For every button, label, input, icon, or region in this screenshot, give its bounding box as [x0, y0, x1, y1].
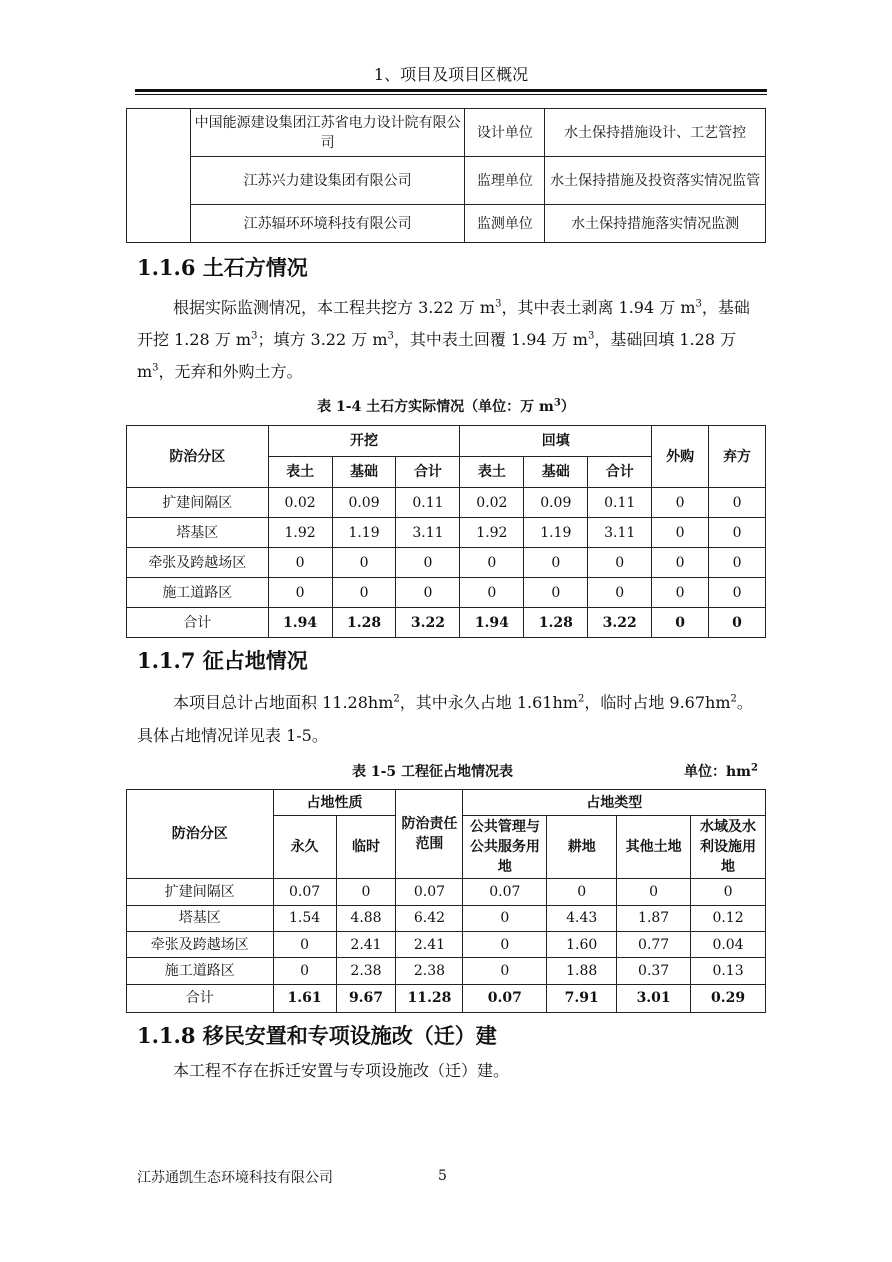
table-row	[127, 905, 766, 931]
value-cell: 0.07	[396, 879, 463, 905]
earthwork-table	[126, 425, 766, 638]
sub-header: 表土	[460, 457, 524, 488]
value-cell: 0.07	[463, 879, 547, 905]
value-cell: 0	[268, 578, 332, 608]
zone-cell: 牵张及跨越场区	[127, 931, 274, 957]
table-15-caption: 表 1-5 工程征占地情况表	[352, 764, 514, 780]
value-cell: 0	[460, 548, 524, 578]
table-row	[127, 205, 766, 243]
value-cell: 0	[652, 548, 709, 578]
value-cell: 0	[332, 578, 396, 608]
zone-cell: 扩建间隔区	[127, 879, 274, 905]
zone-header: 防治分区	[127, 426, 269, 488]
value-cell: 2.38	[396, 958, 463, 984]
role-cell: 监理单位	[465, 157, 545, 205]
zone-cell: 施工道路区	[127, 578, 269, 608]
value-cell: 1.88	[547, 958, 617, 984]
value-cell: 2.38	[336, 958, 396, 984]
value-cell: 4.88	[336, 905, 396, 931]
total-value-cell: 1.61	[273, 984, 336, 1012]
value-cell: 0	[396, 548, 460, 578]
footer-company: 江苏通凯生态环境科技有限公司	[137, 1170, 333, 1186]
sub-header: 表土	[268, 457, 332, 488]
value-cell: 1.92	[268, 518, 332, 548]
value-cell: 1.19	[332, 518, 396, 548]
total-value-cell: 3.22	[396, 608, 460, 638]
value-cell: 2.41	[336, 931, 396, 957]
value-cell: 1.54	[273, 905, 336, 931]
sub-header: 其他土地	[617, 816, 691, 879]
value-cell: 0	[588, 548, 652, 578]
role-cell: 监测单位	[465, 205, 545, 243]
running-header: 1、项目及项目区概况	[373, 65, 529, 84]
earthwork-paragraph: 根据实际监测情况，本工程共挖方 3.22 万 $m^3$，其中表土剥离 1.94 万 $m^3$，基础开挖 1.28 万 $m^3$；填方 3.22 万 $m^3$，其中表土回覆 1.94 万 $m^3$，基础回填 1.28 万 $m^3$，无弃和外购土方。	[137, 298, 750, 381]
company-cell: 中国能源建设集团江苏省电力设计院有限公司	[190, 109, 465, 157]
backfill-header: 回填	[460, 426, 652, 457]
total-value-cell: 9.67	[336, 984, 396, 1012]
value-cell: 1.92	[460, 518, 524, 548]
sub-header: 临时	[336, 816, 396, 879]
table-15-unit: 单位：$hm^2$	[684, 762, 758, 780]
responsibility-header: 防治责任范围	[396, 790, 463, 879]
value-cell: 0.11	[588, 488, 652, 518]
total-value-cell: 0	[709, 608, 766, 638]
zone-cell: 扩建间隔区	[127, 488, 269, 518]
total-value-cell: 3.22	[588, 608, 652, 638]
company-cell: 江苏兴力建设集团有限公司	[190, 157, 465, 205]
total-value-cell: 11.28	[396, 984, 463, 1012]
total-row	[127, 608, 766, 638]
value-cell: 0.02	[268, 488, 332, 518]
value-cell: 1.19	[524, 518, 588, 548]
sub-header: 合计	[588, 457, 652, 488]
value-cell: 0.77	[617, 931, 691, 957]
value-cell: 0	[396, 578, 460, 608]
page-number: 5	[438, 1168, 447, 1184]
land-use-table	[126, 789, 766, 1013]
value-cell: 0.11	[396, 488, 460, 518]
type-header: 占地类型	[463, 790, 766, 816]
total-label-cell: 合计	[127, 608, 269, 638]
total-value-cell: 0.07	[463, 984, 547, 1012]
zone-cell: 塔基区	[127, 518, 269, 548]
header-rule-thick	[135, 89, 767, 92]
zone-cell: 施工道路区	[127, 958, 274, 984]
value-cell: 3.11	[588, 518, 652, 548]
value-cell: 0	[617, 879, 691, 905]
value-cell: 0	[652, 518, 709, 548]
total-value-cell: 1.28	[524, 608, 588, 638]
sub-header: 耕地	[547, 816, 617, 879]
merged-blank-cell	[127, 109, 191, 243]
duty-cell: 水土保持措施落实情况监测	[545, 205, 766, 243]
table-row	[127, 879, 766, 905]
table-row	[127, 548, 766, 578]
total-label-cell: 合计	[127, 984, 274, 1012]
section-heading-116: 1.1.6 土石方情况	[137, 255, 308, 280]
value-cell: 0.09	[332, 488, 396, 518]
table-row	[127, 578, 766, 608]
value-cell: 0	[463, 905, 547, 931]
sub-header: 永久	[273, 816, 336, 879]
value-cell: 0.37	[617, 958, 691, 984]
sub-header: 合计	[396, 457, 460, 488]
company-cell: 江苏辐环环境科技有限公司	[190, 205, 465, 243]
value-cell: 0	[691, 879, 766, 905]
value-cell: 0	[268, 548, 332, 578]
table-row	[127, 931, 766, 957]
sub-header: 基础	[524, 457, 588, 488]
total-value-cell: 0.29	[691, 984, 766, 1012]
nature-header: 占地性质	[273, 790, 396, 816]
value-cell: 0	[709, 488, 766, 518]
value-cell: 0.02	[460, 488, 524, 518]
header-rule-thin	[135, 94, 767, 95]
resettlement-paragraph: 本工程不存在拆迁安置与专项设施改（迁）建。	[173, 1061, 510, 1080]
excavation-header: 开挖	[268, 426, 460, 457]
zone-header: 防治分区	[127, 790, 274, 879]
value-cell: 0.12	[691, 905, 766, 931]
land-use-paragraph: 本项目总计占地面积 $11.28hm^2$，其中永久占地 $1.61hm^2$，临时占地 $9.67hm^2$。具体占地情况详见表 1-5。	[137, 693, 753, 745]
zone-cell: 牵张及跨越场区	[127, 548, 269, 578]
duty-cell: 水土保持措施设计、工艺管控	[545, 109, 766, 157]
total-row	[127, 984, 766, 1012]
value-cell: 0	[588, 578, 652, 608]
total-value-cell: 1.28	[332, 608, 396, 638]
value-cell: 0	[332, 548, 396, 578]
total-value-cell: 3.01	[617, 984, 691, 1012]
sub-header: 公共管理与公共服务用地	[463, 816, 547, 879]
table-row	[127, 518, 766, 548]
waste-header: 弃方	[709, 426, 766, 488]
value-cell: 0	[652, 488, 709, 518]
value-cell: 3.11	[396, 518, 460, 548]
table-row	[127, 958, 766, 984]
value-cell: 0	[524, 578, 588, 608]
sub-header: 水域及水利设施用地	[691, 816, 766, 879]
value-cell: 0	[336, 879, 396, 905]
role-cell: 设计单位	[465, 109, 545, 157]
section-heading-117: 1.1.7 征占地情况	[137, 648, 308, 673]
total-value-cell: 1.94	[460, 608, 524, 638]
total-value-cell: 0	[652, 608, 709, 638]
total-value-cell: 7.91	[547, 984, 617, 1012]
value-cell: 0	[547, 879, 617, 905]
value-cell: 0	[652, 578, 709, 608]
duty-cell: 水土保持措施及投资落实情况监管	[545, 157, 766, 205]
value-cell: 4.43	[547, 905, 617, 931]
table-header-row	[127, 790, 766, 816]
section-heading-118: 1.1.8 移民安置和专项设施改（迁）建	[137, 1023, 497, 1048]
table-row	[127, 488, 766, 518]
value-cell: 6.42	[396, 905, 463, 931]
value-cell: 0	[709, 548, 766, 578]
purchase-header: 外购	[652, 426, 709, 488]
value-cell: 2.41	[396, 931, 463, 957]
value-cell: 0	[273, 931, 336, 957]
value-cell: 0.07	[273, 879, 336, 905]
value-cell: 0	[273, 958, 336, 984]
table-row	[127, 109, 766, 157]
value-cell: 1.87	[617, 905, 691, 931]
value-cell: 0	[460, 578, 524, 608]
value-cell: 1.60	[547, 931, 617, 957]
zone-cell: 塔基区	[127, 905, 274, 931]
table-header-row	[127, 426, 766, 457]
table-14-caption: 表 1-4 土石方实际情况（单位：万 $m^3$）	[317, 397, 575, 415]
sub-header: 基础	[332, 457, 396, 488]
value-cell: 0	[463, 958, 547, 984]
table-row	[127, 157, 766, 205]
value-cell: 0	[463, 931, 547, 957]
value-cell: 0	[709, 518, 766, 548]
value-cell: 0.09	[524, 488, 588, 518]
participants-table	[126, 108, 766, 243]
value-cell: 0.04	[691, 931, 766, 957]
value-cell: 0	[709, 578, 766, 608]
value-cell: 0.13	[691, 958, 766, 984]
total-value-cell: 1.94	[268, 608, 332, 638]
value-cell: 0	[524, 548, 588, 578]
